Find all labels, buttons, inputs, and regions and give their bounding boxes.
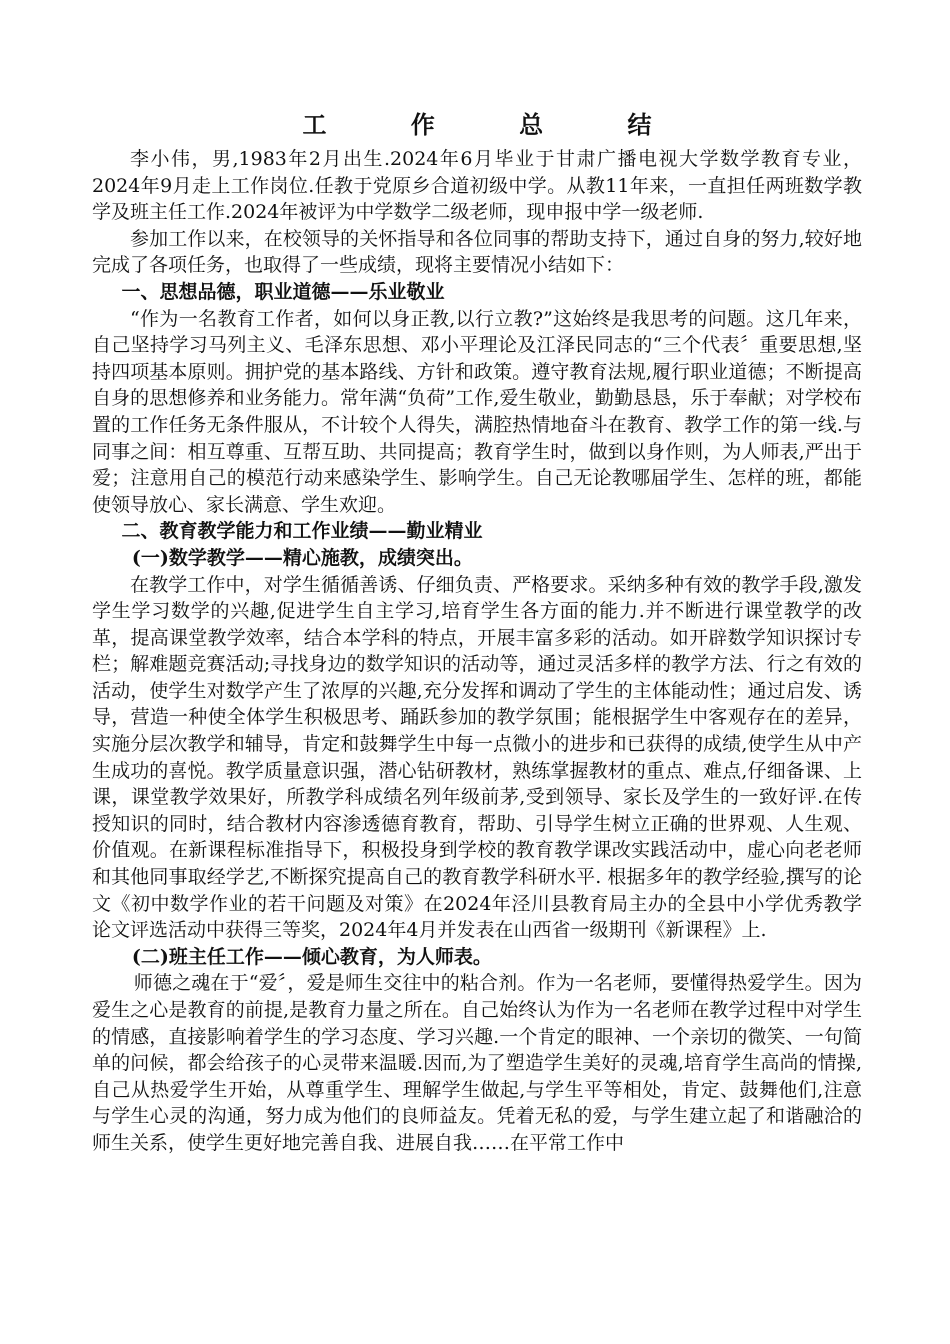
intro-paragraph-1: 李小伟，男,1983年2月出生.2024年6月毕业于甘肃广播电视大学数学教育专业，2024年9月走上工作岗位.任教于党原乡合道初级中学。从教11年来，一直担任两班数学教学及班主任工作.2024年被评为中学数学二级老师，现申报中学一级老师.	[92, 148, 862, 224]
section-2-2-paragraph: 师德之魂在于“爱〞，爱是师生交往中的粘合剂。作为一名老师，要懂得热爱学生。因为爱生之心是教育的前提,是教育力量之所在。自己始终认为作为一名老师在教学过程中对学生的情感，直接影响着学生的学习态度、学习兴趣.一个肯定的眼神、一个亲切的微笑、一句简单的问候，都会给孩子的心灵带来温暖.因而,为了塑造学生美好的灵魂,培育学生高尚的情操,自己从热爱学生开始，从尊重学生、理解学生做起,与学生平等相处，肯定、鼓舞他们,注意与学生心灵的沟通，努力成为他们的良师益友。凭着无私的爱，与学生建立起了和谐融洽的师生关系，使学生更好地完善自我、进展自我……在平常工作中	[92, 972, 862, 1154]
section-1-heading: 一、思想品德，职业道德——乐业敬业	[121, 280, 445, 303]
section-1-paragraph: “作为一名教育工作者，如何以身正教,以行立教?”这始终是我思考的问题。这几年来，自己坚持学习马列主义、毛泽东思想、邓小平理论及江泽民同志的“三个代表〞重要思想,坚持四项基本原则。拥护党的基本路线、方针和政策。遵守教育法规,履行职业道德；不断提高自身的思想修养和业务能力。常年满“负荷”工作,爱生敬业，勤勤恳恳，乐于奉献；对学校布置的工作任务无条件服从，不计较个人得失，满腔热情地奋斗在教育、教学工作的第一线.与同事之间：相互尊重、互帮互助、共同提高；教育学生时，做到以身作则，为人师表,严出于爱；注意用自己的模范行动来感染学生、影响学生。自己无论教哪届学生、怎样的班，都能使领导放心、家长满意、学生欢迎。	[92, 307, 862, 516]
document-page	[92, 108, 862, 1157]
section-2-1-heading: (一)数学教学——精心施教，成绩突出。	[131, 546, 473, 569]
document-title: 工 作 总 结	[302, 110, 690, 139]
section-2-heading: 二、教育教学能力和工作业绩——勤业精业	[121, 520, 483, 543]
intro-paragraph-2: 参加工作以来，在校领导的关怀指导和各位同事的帮助支持下，通过自身的努力,较好地完成了各项任务，也取得了一些成绩，现将主要情况小结如下：	[92, 227, 862, 277]
section-2-2-heading: (二)班主任工作——倾心教育，为人师表。	[131, 945, 492, 968]
section-2-1-paragraph: 在教学工作中，对学生循循善诱、仔细负责、严格要求。采纳多种有效的教学手段,激发学生学习数学的兴趣,促进学生自主学习,培育学生各方面的能力.并不断进行课堂教学的改革，提高课堂教学效率，结合本学科的特点，开展丰富多彩的活动。如开辟数学知识探讨专栏；解难题竞赛活动;寻找身边的数学知识的活动等，通过灵活多样的教学方法、行之有效的活动，使学生对数学产生了浓厚的兴趣,充分发挥和调动了学生的主体能动性；通过启发、诱导，营造一种使全体学生积极思考、踊跃参加的教学氛围；能根据学生中客观存在的差异，实施分层次教学和辅导，肯定和鼓舞学生中每一点微小的进步和已获得的成绩,使学生从中产生成功的喜悦。教学质量意识强，潜心钻研教材，熟练掌握教材的重点、难点,仔细备课、上课，课堂教学效果好，所教学科成绩名列年级前茅,受到领导、家长及学生的一致好评.在传授知识的同时，结合教材内容渗透德育教育，帮助、引导学生树立正确的世界观、人生观、价值观。在新课程标准指导下，积极投身到学校的教育教学课改实践活动中，虚心向老老师和其他同事取经学艺,不断探究提高自己的教育教学科研水平. 根据多年的教学经验,撰写的论文《初中数学作业的若干问题及对策》在2024年泾川县教育局主办的全县中小学优秀教学论文评选活动中获得三等奖，2024年4月并发表在山西省一级期刊《新课程》上.	[92, 573, 862, 942]
